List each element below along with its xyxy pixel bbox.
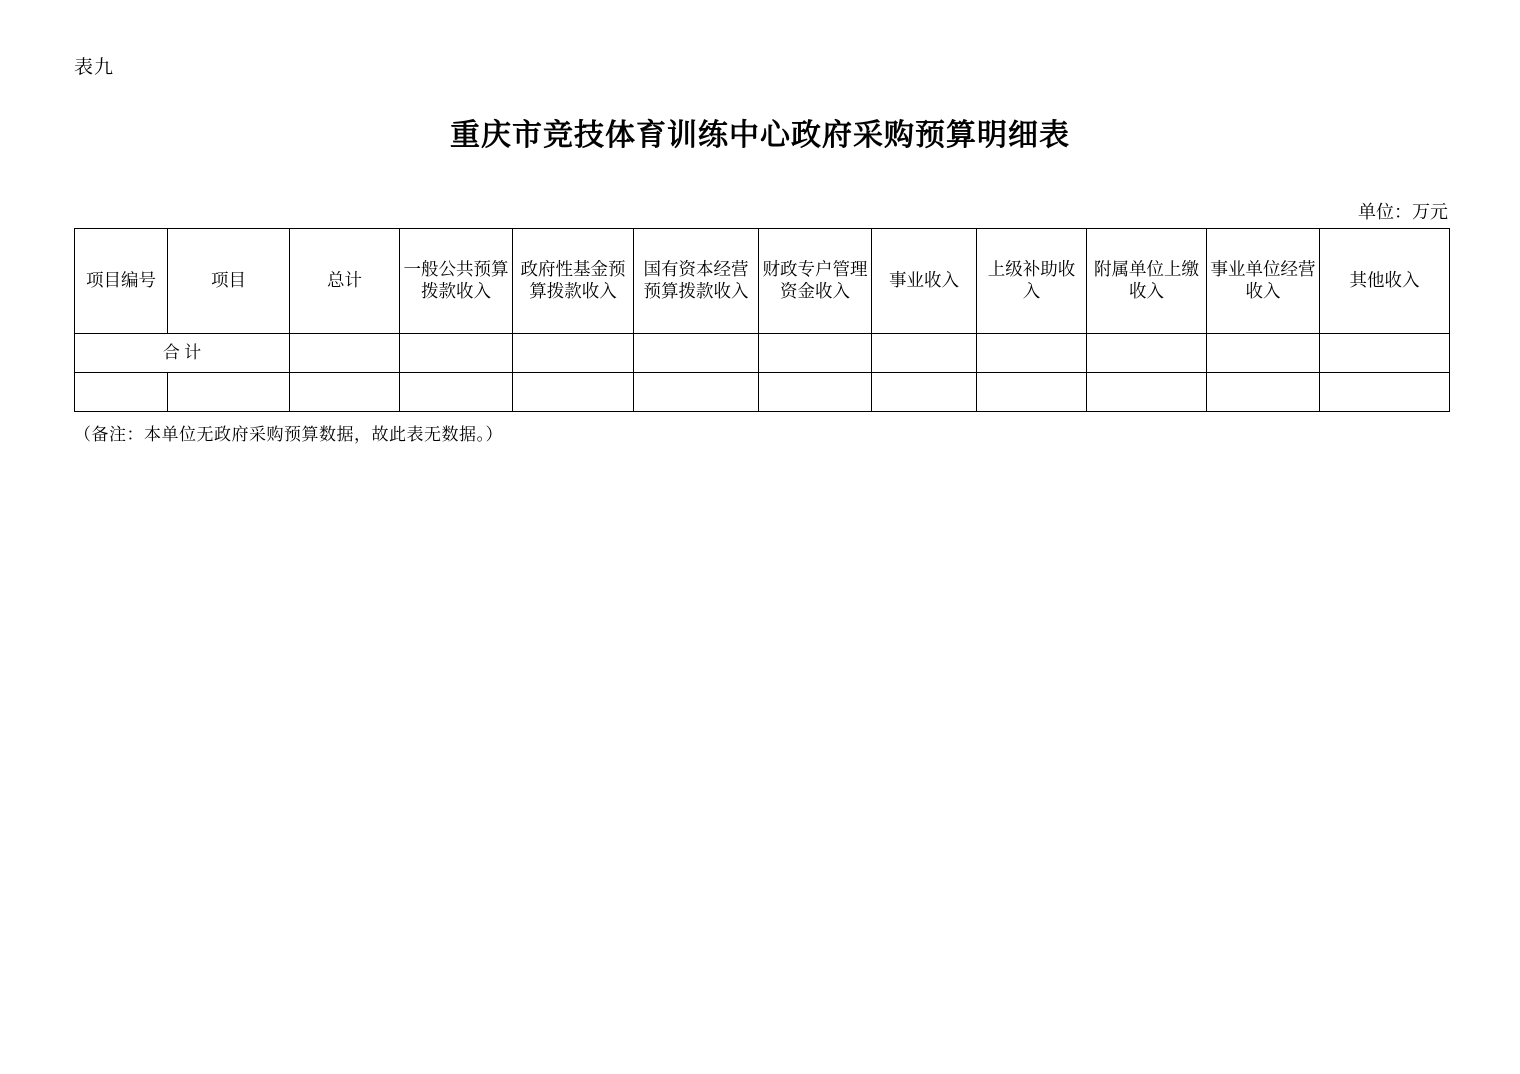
cell-subordinate-remittance bbox=[1087, 373, 1207, 412]
row-label-total: 合 计 bbox=[75, 334, 290, 373]
cell-government-fund-budget bbox=[513, 373, 634, 412]
table-remark: （备注：本单位无政府采购预算数据，故此表无数据。） bbox=[74, 425, 503, 444]
cell-total bbox=[290, 334, 400, 373]
budget-table-wrapper bbox=[74, 228, 1449, 412]
cell-operating-income bbox=[872, 373, 977, 412]
cell-superior-subsidy bbox=[977, 373, 1087, 412]
cell-other-income bbox=[1320, 334, 1450, 373]
budget-table bbox=[74, 228, 1450, 412]
page-title: 重庆市竞技体育训练中心政府采购预算明细表 bbox=[450, 119, 1070, 152]
cell-fiscal-account-funds bbox=[759, 373, 872, 412]
cell-general-public-budget bbox=[400, 334, 513, 373]
form-tag: 表九 bbox=[74, 57, 115, 78]
cell-state-capital-budget bbox=[634, 334, 759, 373]
cell-project-code bbox=[75, 373, 168, 412]
cell-state-capital-budget bbox=[634, 373, 759, 412]
cell-other-income bbox=[1320, 373, 1450, 412]
cell-business-operating-income bbox=[1207, 334, 1320, 373]
column-header-operating-income: 事业收入 bbox=[872, 229, 977, 334]
table-header-row bbox=[75, 229, 1450, 334]
column-header-project: 项目 bbox=[168, 229, 290, 334]
column-header-superior-subsidy: 上级补助收入 bbox=[977, 229, 1087, 334]
column-header-other-income: 其他收入 bbox=[1320, 229, 1450, 334]
cell-project bbox=[168, 373, 290, 412]
column-header-government-fund-budget: 政府性基金预算拨款收入 bbox=[513, 229, 634, 334]
cell-total bbox=[290, 373, 400, 412]
cell-operating-income bbox=[872, 334, 977, 373]
cell-subordinate-remittance bbox=[1087, 334, 1207, 373]
cell-general-public-budget bbox=[400, 373, 513, 412]
table-row bbox=[75, 373, 1450, 412]
column-header-subordinate-remittance: 附属单位上缴收入 bbox=[1087, 229, 1207, 334]
cell-fiscal-account-funds bbox=[759, 334, 872, 373]
column-header-project-code: 项目编号 bbox=[75, 229, 168, 334]
table-row bbox=[75, 334, 1450, 373]
column-header-fiscal-account-funds: 财政专户管理资金收入 bbox=[759, 229, 872, 334]
column-header-total: 总计 bbox=[290, 229, 400, 334]
cell-business-operating-income bbox=[1207, 373, 1320, 412]
cell-superior-subsidy bbox=[977, 334, 1087, 373]
column-header-general-public-budget: 一般公共预算拨款收入 bbox=[400, 229, 513, 334]
column-header-state-capital-budget: 国有资本经营预算拨款收入 bbox=[634, 229, 759, 334]
column-header-business-operating-income: 事业单位经营收入 bbox=[1207, 229, 1320, 334]
cell-government-fund-budget bbox=[513, 334, 634, 373]
unit-note: 单位：万元 bbox=[1358, 202, 1448, 222]
